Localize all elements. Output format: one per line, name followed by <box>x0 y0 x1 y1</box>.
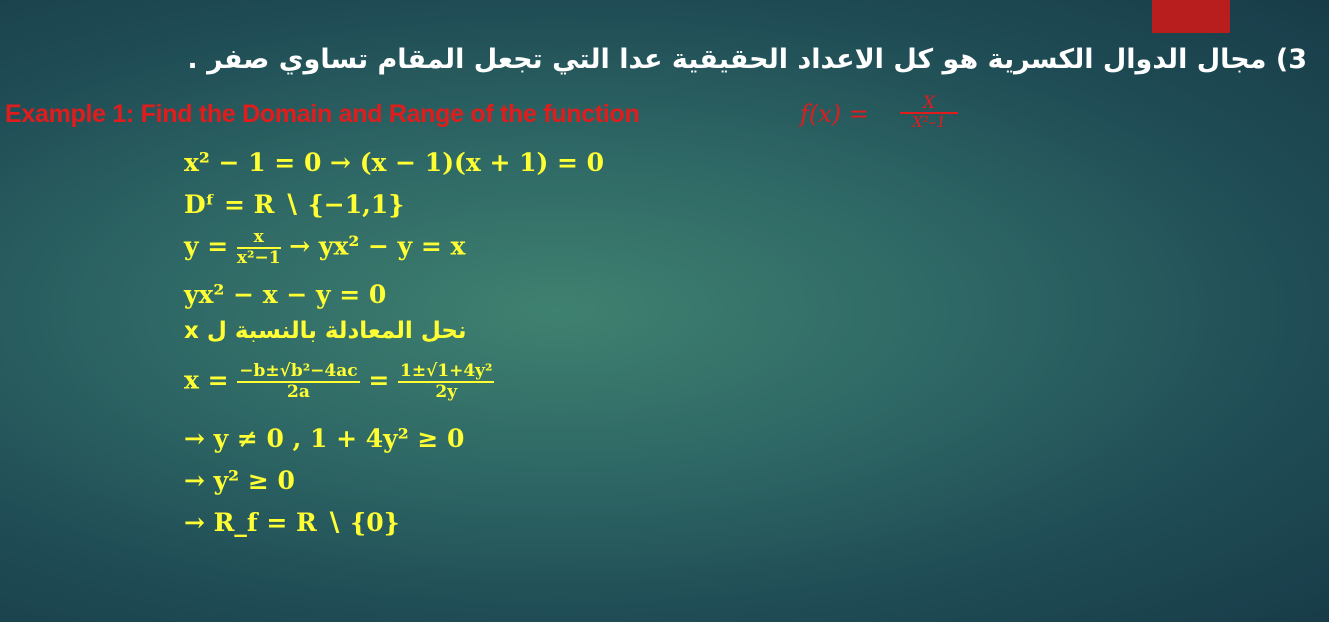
step-3 <box>184 228 465 268</box>
step-3-rhs: → yx² − y = x <box>289 231 466 261</box>
step-3-denominator: x²−1 <box>236 248 281 268</box>
red-accent-block <box>1152 0 1230 33</box>
step-1: x² − 1 = 0 → (x − 1)(x + 1) = 0 <box>184 148 605 177</box>
example-label: Example 1: Find the Domain and Range of the function <box>5 100 640 128</box>
step-9-range: → R_f = R ∖ {0} <box>184 508 400 537</box>
quadratic-formula-fraction <box>237 362 359 402</box>
slide-title: 3) مجال الدوال الكسرية هو كل الاعداد الحقيقية عدا التي تجعل المقام تساوي صفر . <box>187 44 1307 75</box>
function-numerator: X <box>922 93 936 113</box>
step-3-numerator: x <box>253 227 264 247</box>
step-3-fraction <box>237 228 281 268</box>
function-denominator: X²–1 <box>912 113 946 131</box>
solution-fraction <box>398 362 494 402</box>
solution-numerator: 1±√1+4y² <box>400 361 493 381</box>
step-6-quadratic <box>184 362 494 402</box>
step-2-domain: Dᶠ = R ∖ {−1,1} <box>184 190 405 219</box>
quadratic-numerator: −b±√b²−4ac <box>239 361 358 381</box>
function-fraction <box>900 94 958 131</box>
function-lhs: f(x) = <box>800 100 869 128</box>
step-5-arabic: نحل المعادلة بالنسبة ل x <box>184 318 467 344</box>
solution-denominator: 2y <box>435 382 458 402</box>
quadratic-denominator: 2a <box>287 382 310 402</box>
step-6-equals: = <box>368 365 390 395</box>
step-3-lhs: y = <box>184 231 229 261</box>
step-4: yx² − x − y = 0 <box>184 280 387 309</box>
step-8: → y² ≥ 0 <box>184 466 295 495</box>
step-7: → y ≠ 0 , 1 + 4y² ≥ 0 <box>184 424 465 453</box>
step-6-lhs: x = <box>184 365 229 395</box>
